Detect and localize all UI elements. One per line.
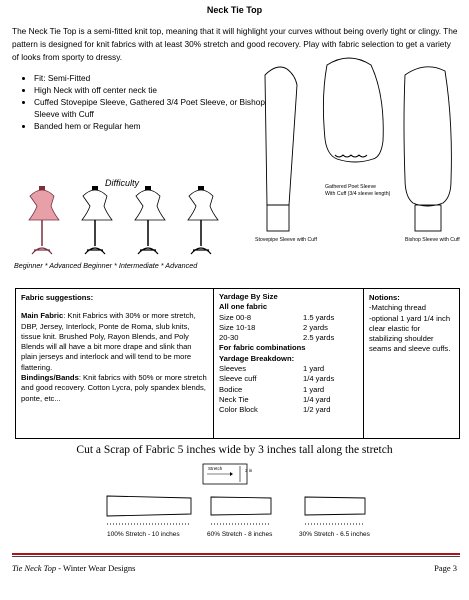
- notion-item: -optional 1 yard 1/4 inch clear elastic for stabilizing shoulder seams and sleeve cuffs.: [369, 313, 451, 354]
- notions-heading: Notions:: [369, 293, 400, 302]
- piece-row: Sleeves 1 yard: [219, 364, 325, 374]
- yardage-row: Size 10-18 2 yards: [219, 322, 328, 332]
- fabric-info-table: [15, 288, 460, 439]
- feature-item: • High Neck with off center neck tie: [34, 84, 274, 96]
- footer-brand: [12, 563, 135, 573]
- stretch-caption: 30% Stretch - 6.5 inches: [299, 531, 370, 538]
- dress-form-icon: [29, 186, 59, 254]
- gathered-sleeve-icon: [323, 58, 383, 162]
- feature-item: • Banded hem or Regular hem: [34, 120, 274, 132]
- combo-heading: For fabric combinations: [219, 343, 306, 353]
- page-title: Neck Tie Top: [206, 5, 263, 15]
- scrap-swatch-icon: [203, 464, 253, 484]
- bindings-label: Bindings/Bands: [21, 373, 79, 383]
- main-fabric-body: : Knit Fabrics with 30% or more stretch, DBP, Jersey, Interlock, Ponte de Roma, slub knits, tissue knit. Brushed Poly, Rayon Blends, and Poly Blends will all have a bit more drape and slink than plain jerseys and interlock and will tend to be more flattering.: [21, 311, 196, 372]
- breakdown-heading: Yardage Breakdown:: [219, 353, 295, 363]
- yardage-row: 20-30 2.5 yards: [219, 333, 335, 343]
- sleeve-illustrations: [255, 55, 465, 245]
- footer-rule: [12, 553, 460, 555]
- footer-company: - Winter Wear Designs: [56, 563, 136, 573]
- stretch-test-diagram: [95, 460, 405, 542]
- difficulty-levels: Beginner * Advanced Beginner * Intermediate * Advanced: [14, 261, 198, 270]
- bindings-text: [21, 373, 208, 404]
- footer-rule-thin: [12, 556, 460, 557]
- stovepipe-label: Stovepipe Sleeve with Cuff: [255, 237, 317, 243]
- stretch-sample-60: [211, 497, 271, 524]
- all-one-fabric-label: All one fabric: [219, 302, 268, 312]
- notions-column: [364, 289, 459, 438]
- notion-item: -Matching thread: [369, 303, 426, 313]
- difficulty-graphic: [10, 168, 240, 272]
- piece-row: Bodice 1 yard: [219, 384, 325, 394]
- footer-brand-script: Tie Neck Top: [12, 563, 57, 573]
- yardage-column: [214, 289, 364, 438]
- bindings-body: : Knit fabrics with 50% or more stretch and good recovery. Cotton Lycra, poly spandex blends, ponte, etc...: [21, 373, 207, 403]
- difficulty-label: Difficulty: [105, 178, 140, 188]
- dress-form-icon: [188, 186, 218, 254]
- piece-row: Sleeve cuff 1/4 yards: [219, 374, 335, 384]
- svg-text:3 in: 3 in: [245, 468, 253, 473]
- feature-item: • Fit: Semi-Fitted: [34, 72, 274, 84]
- feature-list: [18, 72, 274, 132]
- stretch-caption: 100% Stretch - 10 inches: [107, 531, 180, 538]
- dress-form-icon: [82, 186, 112, 254]
- svg-text:Stretch: Stretch: [208, 466, 223, 471]
- fabric-suggestions-column: [16, 289, 214, 438]
- main-fabric-label: Main Fabric: [21, 311, 64, 321]
- gathered-label-2: With Cuff (3/4 sleeve length): [325, 191, 391, 197]
- dress-form-icon: [135, 186, 165, 254]
- stretch-sample-30: [305, 497, 365, 524]
- piece-row: Color Block 1/2 yard: [219, 405, 331, 415]
- fabric-heading: Fabric suggestions:: [21, 293, 94, 302]
- yardage-row: Size 00-8 1.5 yards: [219, 312, 335, 322]
- stovepipe-sleeve-icon: [265, 67, 297, 231]
- bishop-label: Bishop Sleeve with Cuff: [405, 237, 460, 243]
- piece-row: Neck Tie 1/4 yard: [219, 394, 331, 404]
- gathered-label-1: Gathered Poet Sleeve: [325, 184, 377, 190]
- page-number: Page 3: [434, 563, 457, 573]
- scrap-heading: Cut a Scrap of Fabric 5 inches wide by 3 inches tall along the stretch: [76, 444, 393, 456]
- main-fabric-text: [21, 311, 208, 373]
- intro-paragraph: The Neck Tie Top is a semi-fitted knit top, meaning that it will highlight your curves without being overly tight or clingy. The pattern is designed for knit fabrics with at least 30% stretch and good recovery. Play with fabric selection to get a variety of looks from sporty to dressy.: [12, 26, 458, 62]
- stretch-sample-100: [107, 496, 191, 524]
- feature-item: • Cuffed Stovepipe Sleeve, Gathered 3/4 Poet Sleeve, or Bishop Sleeve with Cuff: [34, 96, 274, 120]
- bishop-sleeve-icon: [404, 67, 451, 231]
- yardage-heading: Yardage By Size: [219, 292, 278, 301]
- stretch-caption: 60% Stretch - 8 inches: [207, 531, 273, 538]
